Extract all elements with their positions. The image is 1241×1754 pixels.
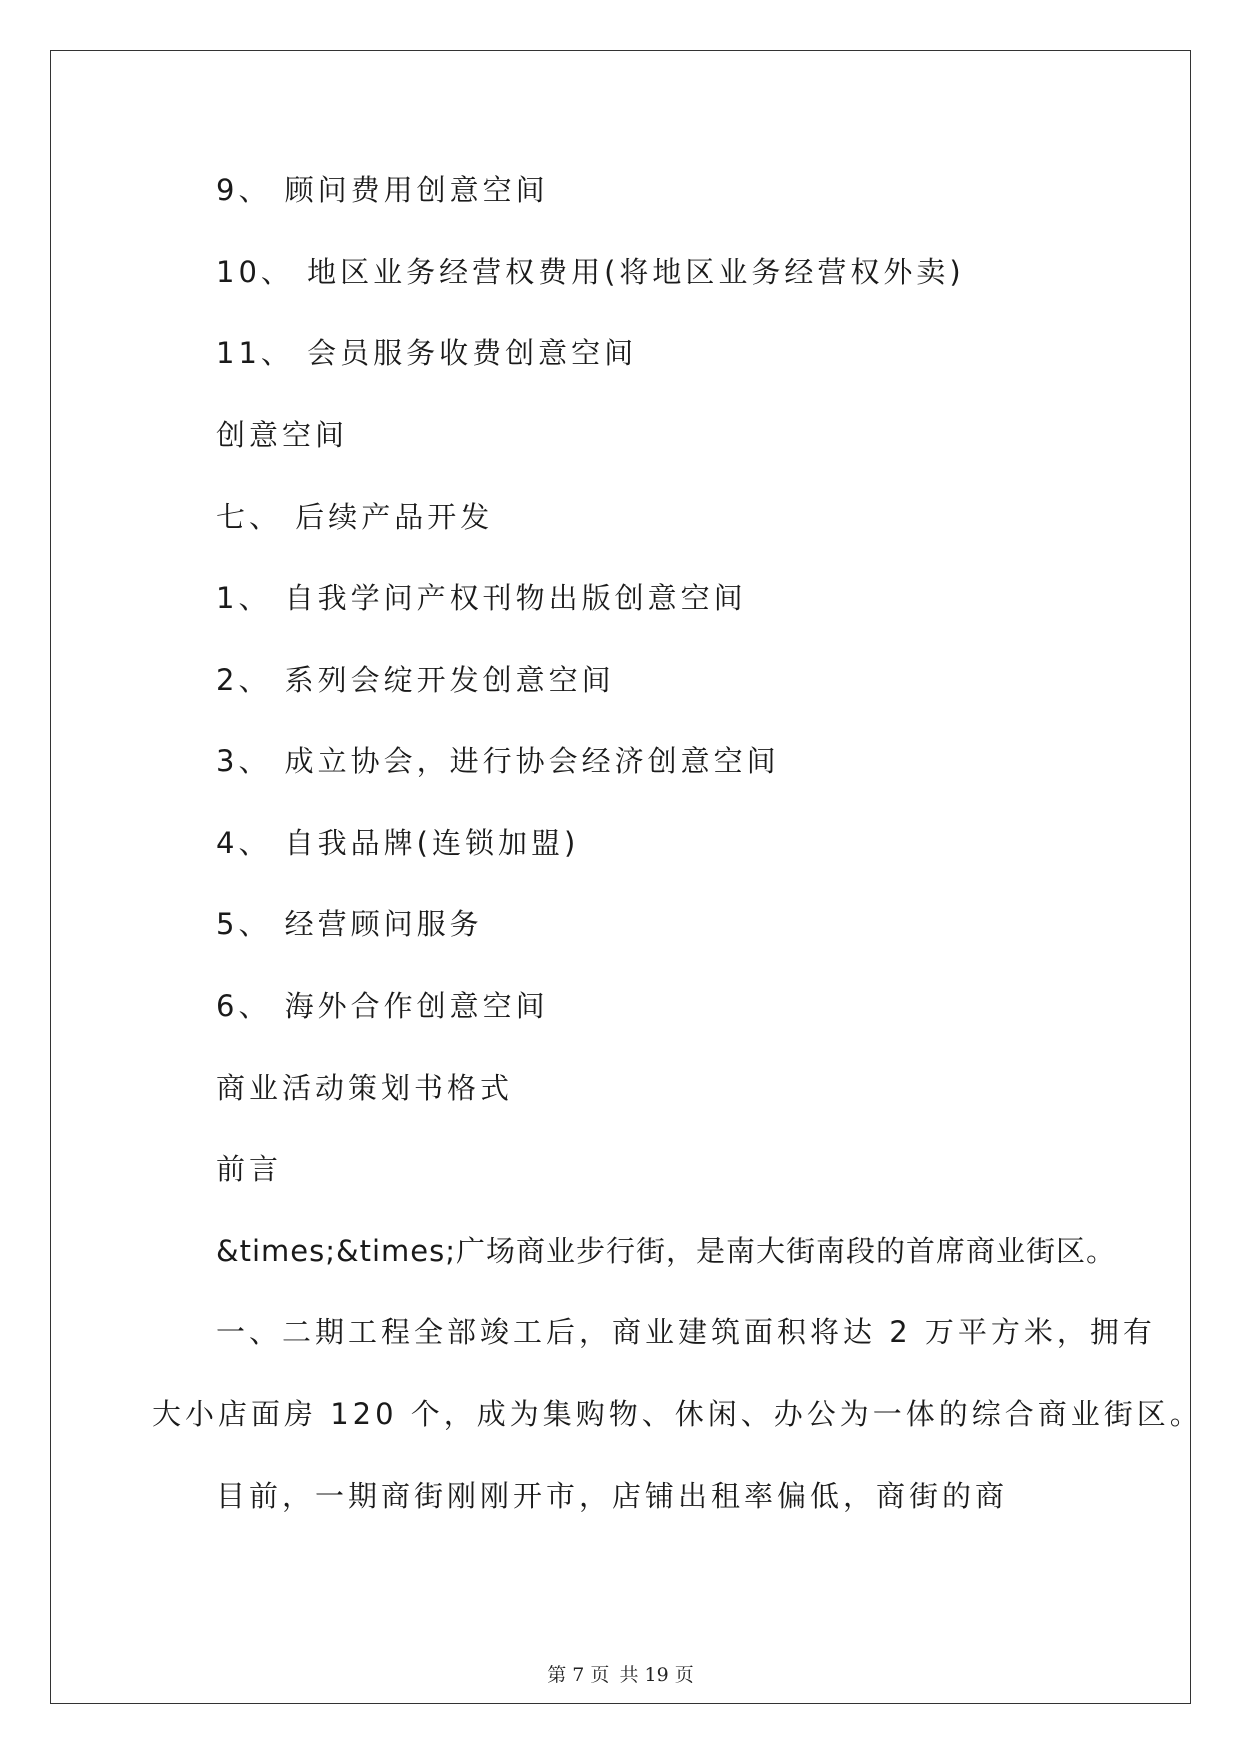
total-pages-label: 共 19 页 (619, 1664, 694, 1686)
document-title: 商业活动策划书格式 (216, 1071, 514, 1105)
list-item: 10、 地区业务经营权费用(将地区业务经营权外卖) (216, 255, 965, 289)
paragraph: 一、二期工程全部竣工后，商业建筑面积将达 2 万平方米，拥有 (216, 1315, 1156, 1349)
page-footer (0, 1663, 1241, 1687)
list-item: 1、 自我学问产权刊物出版创意空间 (216, 581, 747, 615)
page-border (50, 50, 1191, 1704)
paragraph: 创意空间 (216, 418, 349, 452)
paragraph: 大小店面房 120 个，成为集购物、休闲、办公为一体的综合商业街区。 (152, 1397, 1203, 1431)
list-item: 6、 海外合作创意空间 (216, 989, 549, 1023)
list-item: 9、 顾问费用创意空间 (216, 173, 549, 207)
list-item: 2、 系列会绽开发创意空间 (216, 663, 615, 697)
paragraph: 目前，一期商街刚刚开市，店铺出租率偏低，商街的商 (216, 1479, 1009, 1513)
list-item: 11、 会员服务收费创意空间 (216, 336, 638, 370)
current-page-label: 第 7 页 (547, 1664, 610, 1686)
section-heading: 七、 后续产品开发 (216, 500, 494, 534)
list-item: 4、 自我品牌(连锁加盟) (216, 826, 580, 860)
list-item: 3、 成立协会，进行协会经济创意空间 (216, 744, 780, 778)
paragraph: &times;&times;广场商业步行街，是南大街南段的首席商业街区。 (216, 1234, 1117, 1268)
list-item: 5、 经营顾问服务 (216, 907, 483, 941)
section-heading: 前言 (216, 1152, 283, 1186)
